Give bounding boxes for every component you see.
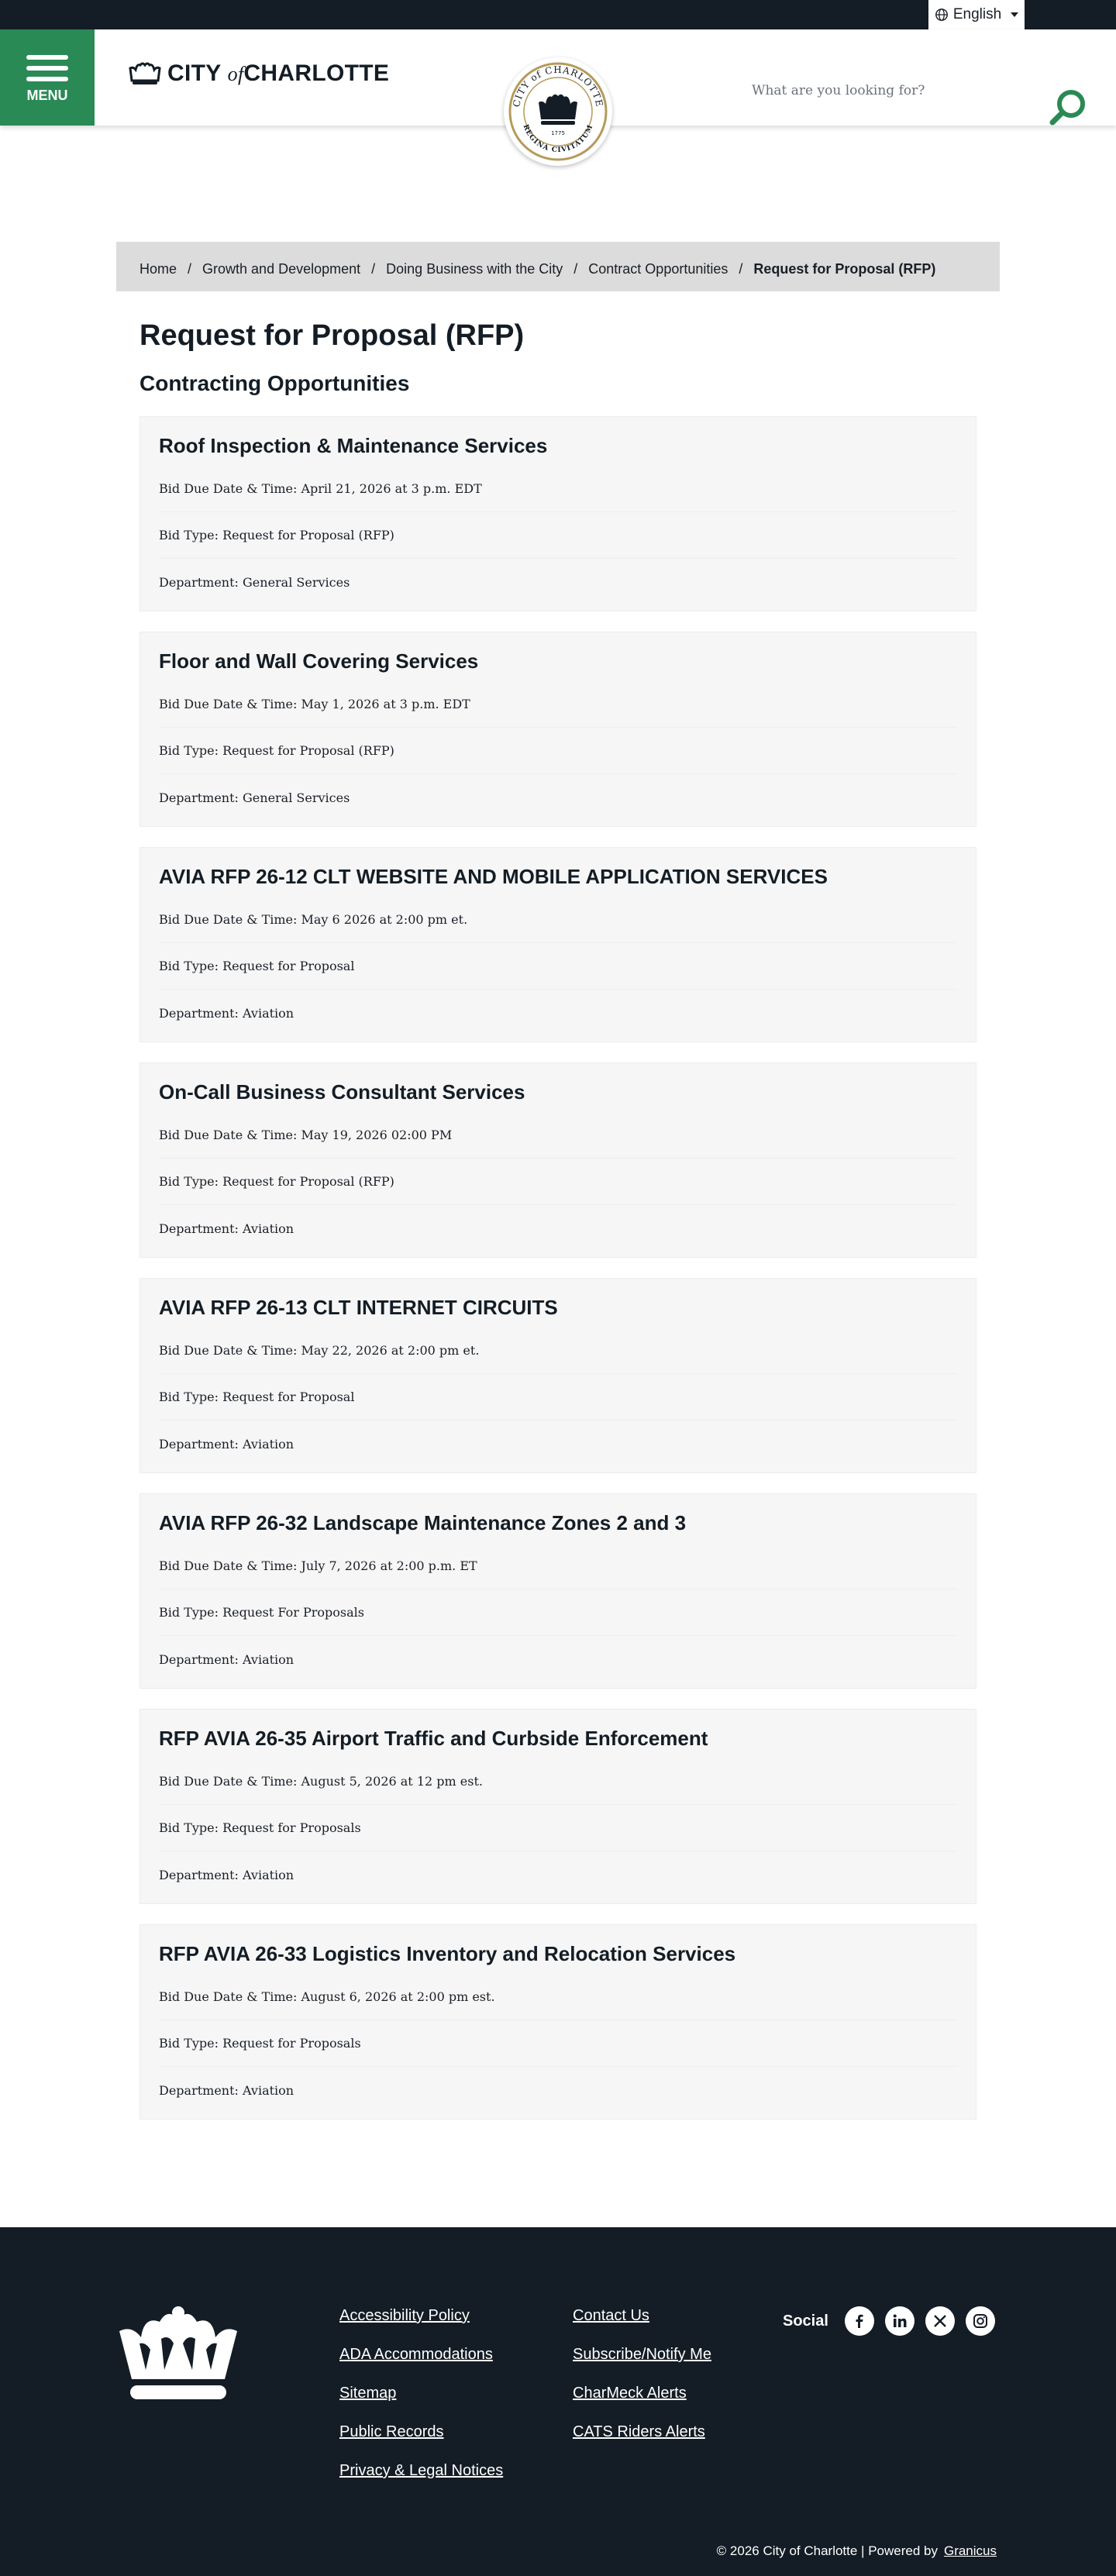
- facebook-icon[interactable]: [845, 2306, 874, 2336]
- bid-type: Bid Type: Request for Proposal (RFP): [159, 1159, 957, 1205]
- hamburger-bar: [26, 66, 68, 71]
- breadcrumb-separator: /: [574, 261, 578, 277]
- language-selector[interactable]: [928, 0, 1025, 29]
- bid-due-date: Bid Due Date & Time: April 21, 2026 at 3 p.m. EDT: [159, 466, 957, 512]
- top-bar: [0, 0, 1116, 29]
- bid-due-date: Bid Due Date & Time: May 6 2026 at 2:00 pm et.: [159, 897, 957, 943]
- bid-type: Bid Type: Request for Proposal: [159, 1374, 957, 1421]
- bid-due-date: Bid Due Date & Time: August 6, 2026 at 2:00 pm est.: [159, 1974, 957, 2020]
- opportunity-card: [140, 416, 976, 611]
- bid-due-date: Bid Due Date & Time: May 19, 2026 02:00 PM: [159, 1112, 957, 1159]
- department: Department: Aviation: [159, 1867, 294, 1882]
- main-content: [0, 126, 1116, 2120]
- bid-type: Bid Type: Request for Proposal (RFP): [159, 728, 957, 774]
- bid-type: Bid Type: Request for Proposal (RFP): [159, 512, 957, 559]
- footer-links-col1: [339, 2305, 503, 2499]
- footer-link-charmeck-alerts[interactable]: CharMeck Alerts: [573, 2385, 687, 2402]
- opportunity-list: [140, 416, 976, 2120]
- opportunity-title: [159, 434, 957, 458]
- opportunity-card: [140, 1924, 976, 2120]
- city-seal[interactable]: [504, 57, 612, 166]
- hamburger-icon: [26, 55, 68, 60]
- bid-due-date: Bid Due Date & Time: May 22, 2026 at 2:00 pm et.: [159, 1328, 957, 1374]
- crown-logo-icon: [115, 2303, 242, 2407]
- opportunity-link[interactable]: RFP AVIA 26-35 Airport Traffic and Curbside Enforcement: [159, 1727, 708, 1750]
- opportunity-title: [159, 1727, 957, 1751]
- footer-link-subscribe[interactable]: Subscribe/Notify Me: [573, 2346, 711, 2363]
- breadcrumb-home[interactable]: Home: [140, 261, 177, 277]
- department: Department: Aviation: [159, 1651, 294, 1667]
- bid-due-date: Bid Due Date & Time: July 7, 2026 at 2:00 p.m. ET: [159, 1543, 957, 1589]
- bid-due-date: Bid Due Date & Time: May 1, 2026 at 3 p.m. EDT: [159, 681, 957, 728]
- opportunity-link[interactable]: Roof Inspection & Maintenance Services: [159, 434, 548, 457]
- department: Department: General Services: [159, 790, 350, 805]
- breadcrumb: [116, 242, 1000, 291]
- site-header: [0, 29, 1116, 155]
- footer-link-ada[interactable]: ADA Accommodations: [339, 2346, 493, 2363]
- opportunity-link[interactable]: AVIA RFP 26-13 CLT INTERNET CIRCUITS: [159, 1296, 558, 1319]
- opportunity-title: [159, 1511, 957, 1535]
- opportunity-card: [140, 1493, 976, 1689]
- crown-logo-icon: [129, 62, 161, 85]
- opportunity-link[interactable]: AVIA RFP 26-12 CLT WEBSITE AND MOBILE APPLICATION SERVICES: [159, 865, 828, 888]
- opportunity-link[interactable]: AVIA RFP 26-32 Landscape Maintenance Zones 2 and 3: [159, 1511, 687, 1534]
- opportunity-card: [140, 632, 976, 827]
- seal-top-text: CITY of CHARLOTTE: [511, 64, 605, 108]
- breadcrumb-separator: /: [739, 261, 743, 277]
- menu-label: MENU: [26, 87, 68, 103]
- seal-bottom-text: REGINA CIVITATUM: [521, 123, 595, 155]
- instagram-icon[interactable]: [966, 2306, 995, 2336]
- opportunity-title: [159, 649, 957, 673]
- opportunity-card: [140, 847, 976, 1042]
- footer-link-cats-alerts[interactable]: CATS Riders Alerts: [573, 2423, 705, 2440]
- menu-button[interactable]: [0, 29, 95, 126]
- site-footer: [0, 2227, 1116, 2576]
- linkedin-icon[interactable]: [885, 2306, 914, 2336]
- opportunity-title: [159, 1296, 957, 1320]
- bid-type: Bid Type: Request For Proposals: [159, 1589, 957, 1636]
- department: Department: Aviation: [159, 1005, 294, 1021]
- page-title: Request for Proposal (RFP): [140, 319, 525, 352]
- copyright: [717, 2543, 997, 2559]
- globe-icon: [935, 8, 949, 22]
- bid-type: Bid Type: Request for Proposal: [159, 943, 957, 990]
- search-input[interactable]: [752, 76, 1015, 105]
- breadcrumb-doing-business[interactable]: Doing Business with the City: [386, 261, 563, 277]
- breadcrumb-separator: /: [188, 261, 192, 277]
- footer-link-privacy[interactable]: Privacy & Legal Notices: [339, 2462, 504, 2479]
- breadcrumb-current: Request for Proposal (RFP): [753, 261, 936, 277]
- opportunity-link[interactable]: Floor and Wall Covering Services: [159, 649, 479, 673]
- x-icon[interactable]: [925, 2306, 955, 2336]
- opportunity-title: [159, 865, 957, 889]
- department: Department: Aviation: [159, 1436, 294, 1452]
- opportunity-card: [140, 1278, 976, 1473]
- footer-link-accessibility[interactable]: Accessibility Policy: [339, 2307, 470, 2324]
- department: Department: General Services: [159, 574, 350, 590]
- logo-text: [167, 60, 389, 87]
- logo-city: CITY: [167, 60, 221, 86]
- department: Department: Aviation: [159, 2082, 294, 2098]
- breadcrumb-growth-development[interactable]: Growth and Development: [202, 261, 361, 277]
- search-button[interactable]: [1046, 87, 1090, 130]
- logo-charlotte: CHARLOTTE: [243, 60, 390, 86]
- footer-links-col2: [573, 2305, 711, 2460]
- social-links: [845, 2306, 995, 2336]
- department: Department: Aviation: [159, 1221, 294, 1236]
- opportunity-title: [159, 1080, 957, 1104]
- chevron-down-icon: [1011, 12, 1018, 17]
- granicus-link[interactable]: Granicus: [943, 2543, 997, 2558]
- language-label: English: [952, 6, 1002, 22]
- seal-year: 1775: [551, 130, 565, 136]
- bid-type: Bid Type: Request for Proposals: [159, 1805, 957, 1851]
- breadcrumb-separator: /: [371, 261, 376, 277]
- opportunity-card: [140, 1709, 976, 1904]
- bid-due-date: Bid Due Date & Time: August 5, 2026 at 12 pm est.: [159, 1758, 957, 1805]
- footer-link-sitemap[interactable]: Sitemap: [339, 2385, 397, 2402]
- copyright-text: © 2026 City of Charlotte | Powered by: [716, 2543, 938, 2558]
- footer-link-public-records[interactable]: Public Records: [339, 2423, 444, 2440]
- footer-link-contact[interactable]: Contact Us: [573, 2307, 649, 2324]
- breadcrumb-contract-opportunities[interactable]: Contract Opportunities: [588, 261, 728, 277]
- opportunity-title: [159, 1942, 957, 1966]
- bid-type: Bid Type: Request for Proposals: [159, 2020, 957, 2067]
- city-logo-link[interactable]: [129, 60, 389, 87]
- opportunity-link[interactable]: On-Call Business Consultant Services: [159, 1080, 525, 1104]
- opportunity-link[interactable]: RFP AVIA 26-33 Logistics Inventory and Relocation Services: [159, 1942, 736, 1965]
- search-icon: [1046, 87, 1090, 130]
- hamburger-bar: [26, 77, 68, 81]
- seal-icon: [504, 57, 612, 166]
- opportunity-card: [140, 1062, 976, 1258]
- logo-of: of: [227, 63, 244, 85]
- social-label: Social: [783, 2313, 828, 2330]
- section-title: Contracting Opportunities: [140, 371, 410, 395]
